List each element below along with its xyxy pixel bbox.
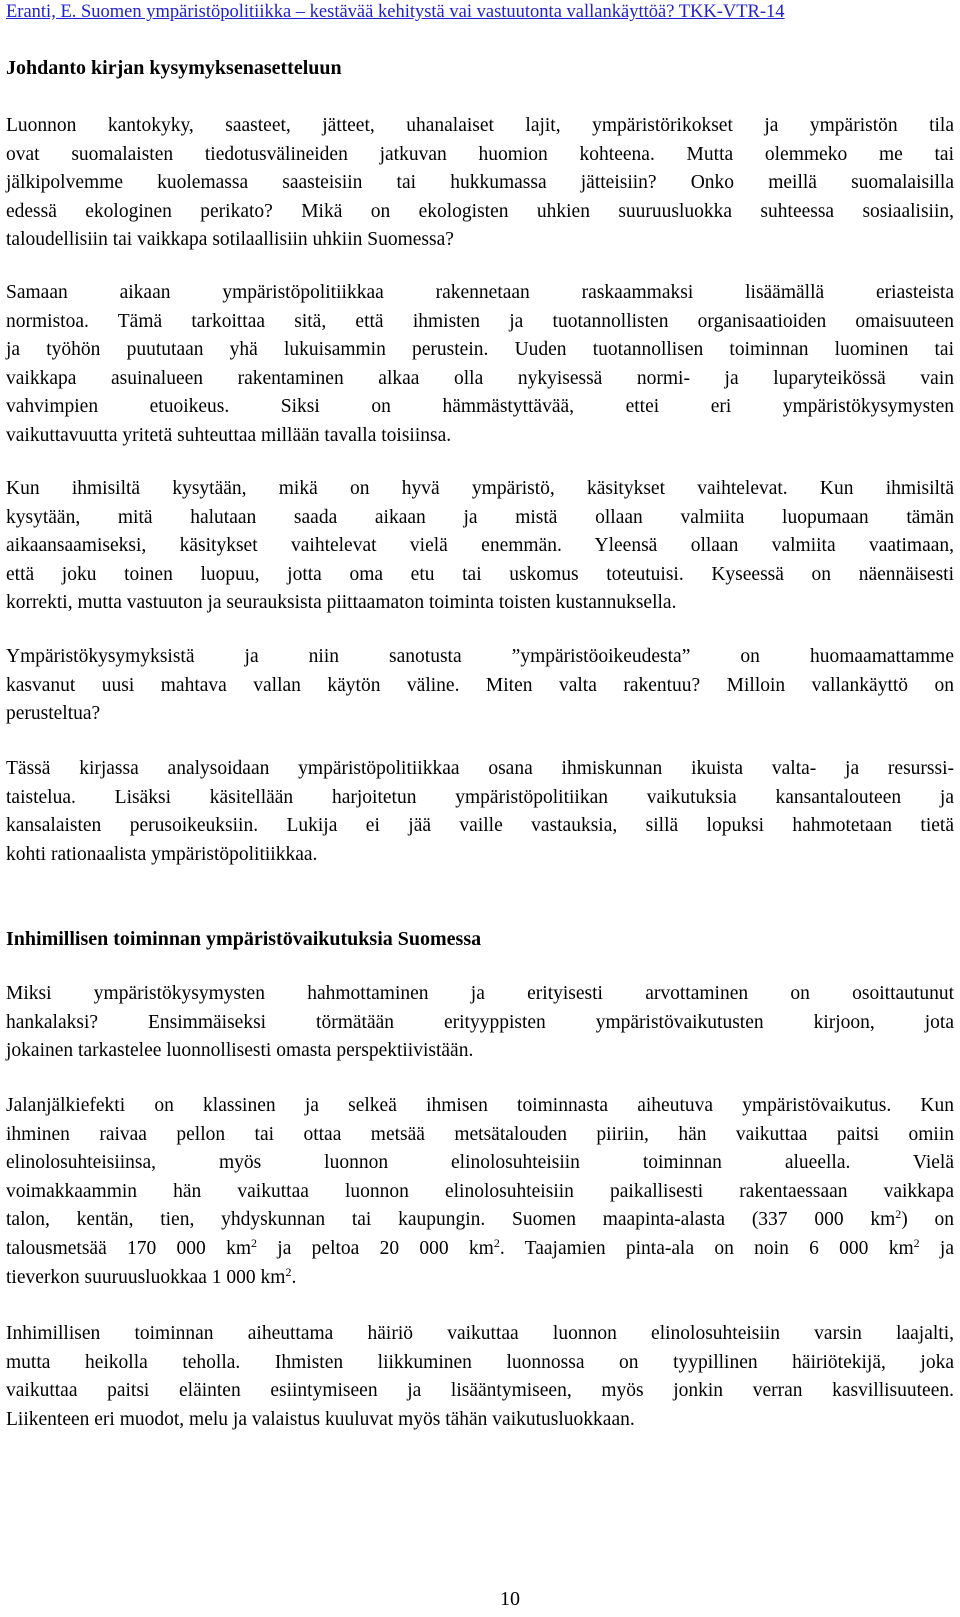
text-line: hankalaksi? Ensimmäiseksi törmätään erityyppisten ympäristövaikutusten kirjoon, jota [6,1011,954,1033]
paragraph-impacts-3 [6,1320,954,1434]
text-line: vahvimpien etuoikeus. Siksi on hämmästyttävää, ettei eri ympäristökysymysten [6,396,954,418]
text-line: Jalanjälkiefekti on klassinen ja selkeä ihmisen toiminnasta aiheutuva ympäristövaikutus. Kun [6,1095,954,1116]
text-line: vaikuttavuutta yritetä suhteuttaa millään tavalla toisiinsa. [6,424,452,446]
paragraph-intro-3 [6,475,954,618]
text-line: Tässä kirjassa analysoidaan ympäristöpolitiikkaa osana ihmiskunnan ikuista valta- ja resurssi- [6,758,954,779]
text-line: ja työhön puututaan yhä lukuisammin perustein. Uuden tuotannollisen toiminnan luominen tai [6,339,954,361]
paragraph-impacts-2 [6,1092,954,1292]
text-line: kysytään, mitä halutaan saada aikaan ja mistä ollaan valmiita luopumaan tämän [6,506,954,528]
text-line: mutta heikolla teholla. Ihmisten liikkuminen luonnossa on tyypillinen häiriötekijä, joka [6,1351,954,1373]
text-line: vaikkapa asuinalueen rakentaminen alkaa olla nykyisessä normi- ja luparyteikössä vain [6,367,954,389]
text-line: elinolosuhteisiinsa, myös luonnon elinolosuhteisiin toiminnan alueella. Vielä [6,1152,954,1174]
paragraph-intro-1 [6,112,954,255]
text-line: normistoa. Tämä tarkoittaa sitä, että ihmisten ja tuotannollisten organisaatioiden omaisuuteen [6,310,954,332]
text-line: taloudellisiin tai vaikkapa sotilaallisiin uhkiin Suomessa? [6,229,454,251]
paragraph-intro-5 [6,755,954,869]
text-line: kasvanut uusi mahtava vallan käytön väline. Miten valta rakentuu? Milloin vallankäyttö on [6,674,954,696]
text-line: kansalaisten perusoikeuksiin. Lukija ei jää vaille vastauksia, sillä lopuksi hahmotetaan tietä [6,815,954,837]
text-line: aikaansaamiseksi, käsitykset vaihtelevat vielä enemmän. Yleensä ollaan valmiita vaatimaan, [6,535,954,557]
text-line: että joku toinen luopuu, jotta oma etu tai uskomus toteutuisi. Kyseessä on näennäisesti [6,563,954,585]
paragraph-impacts-1 [6,980,954,1066]
text-line: perusteltua? [6,703,101,725]
text-line: jälkipolvemme kuolemassa saasteisiin tai hukkumassa jätteisiin? Onko meillä suomalaisilla [6,172,954,194]
paragraph-intro-4 [6,643,954,729]
running-header[interactable]: Eranti, E. Suomen ympäristöpolitiikka – kestävää kehitystä vai vastuutonta vallankäyttöä? TKK-VTR-14 [6,2,785,22]
page-number: 10 [500,1588,520,1610]
section-heading-environmental-impacts: Inhimillisen toiminnan ympäristövaikutuksia Suomessa [6,928,482,950]
text-line: Kun ihmisiltä kysytään, mikä on hyvä ympäristö, käsitykset vaihtelevat. Kun ihmisiltä [6,478,954,499]
text-line: taistelua. Lisäksi käsitellään harjoitetun ympäristöpolitiikan vaikutuksia kansantalouteen ja [6,786,954,808]
text-line: jokainen tarkastelee luonnollisesti omasta perspektiivistään. [6,1040,474,1062]
text-line: Ympäristökysymyksistä ja niin sanotusta ”ympäristöoikeudesta” on huomaamattamme [6,646,954,667]
text-line: korrekti, mutta vastuuton ja seurauksista piittaamaton toiminta toisten kustannuksella. [6,592,677,614]
text-line: talon, kentän, tien, yhdyskunnan tai kaupungin. Suomen maapinta-alasta (337 000 $km^2$) on [6,1207,954,1231]
text-line: voimakkaammin hän vaikuttaa luonnon elinolosuhteisiin paikallisesti rakentaessaan vaikkapa [6,1180,954,1202]
superscript: 2 [493,1235,500,1250]
superscript: 2 [895,1207,902,1222]
text-line: vaikuttaa paitsi eläinten esiintymiseen ja lisääntymiseen, myös jonkin verran kasvillisuuteen. [6,1380,954,1402]
text-line: edessä ekologinen perikato? Mikä on ekologisten uhkien suuruusluokka suhteessa sosiaalisiin, [6,200,954,222]
text-line: tieverkon suuruusluokkaa 1 000 $km^2$. [6,1264,297,1288]
superscript: 2 [913,1235,920,1250]
text-line: Inhimillisen toiminnan aiheuttama häiriö vaikuttaa luonnon elinolosuhteisiin varsin laajalti, [6,1323,954,1344]
superscript: 2 [285,1264,292,1279]
text-line: Samaan aikaan ympäristöpolitiikkaa rakennetaan raskaammaksi lisäämällä eriasteista [6,282,954,303]
text-line: ihminen raivaa pellon tai ottaa metsää metsätalouden piiriin, hän vaikuttaa paitsi omiin [6,1123,954,1145]
text-line: talousmetsää 170 000 $km^2$ ja peltoa 20 000 $km^2$. Taajamien pinta-ala on noin 6 000 $km^2$ ja [6,1235,955,1259]
text-line: Miksi ympäristökysymysten hahmottaminen ja erityisesti arvottaminen on osoittautunut [6,983,954,1004]
section-heading-introduction: Johdanto kirjan kysymyksenasetteluun [6,57,342,79]
paragraph-intro-2 [6,279,954,451]
superscript: 2 [251,1235,258,1250]
text-line: kohti rationaalista ympäristöpolitiikkaa. [6,843,318,865]
text-line: ovat suomalaisten tiedotusvälineiden jatkuvan huomion kohteena. Mutta olemmeko me tai [6,143,954,165]
text-line: Liikenteen eri muodot, melu ja valaistus kuuluvat myös tähän vaikutusluokkaan. [6,1408,635,1430]
text-line: Luonnon kantokyky, saasteet, jätteet, uhanalaiset lajit, ympäristörikokset ja ympäristön tila [6,115,954,136]
